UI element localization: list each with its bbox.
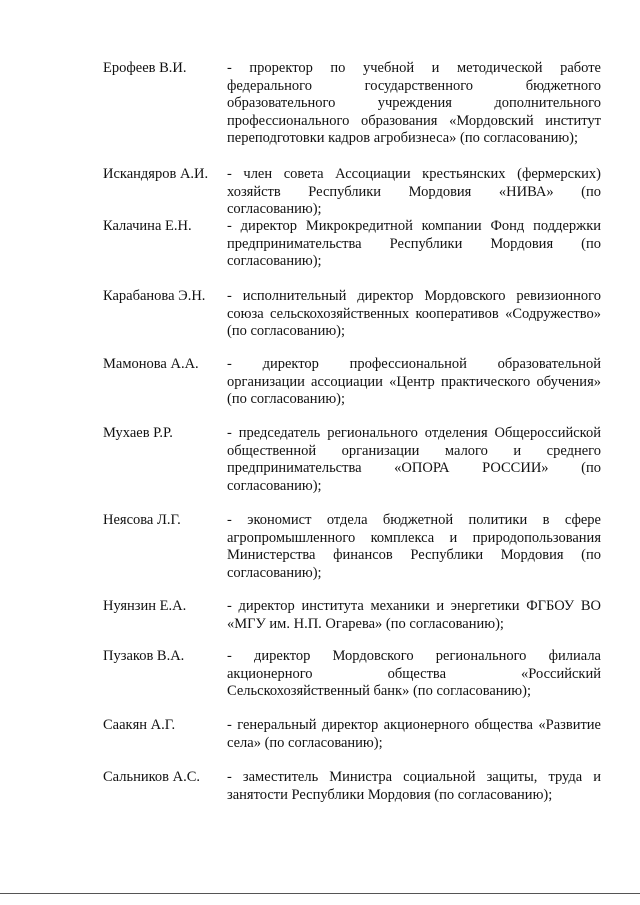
- member-name: Неясова Л.Г.: [103, 512, 181, 528]
- member-role: - исполнительный директор Мордовского ревизионного союза сельскохозяйственных кооперативов «Содружество» (по согласованию);: [227, 288, 601, 339]
- member-name: Пузаков В.А.: [103, 648, 185, 664]
- member-name: Саакян А.Г.: [103, 717, 176, 733]
- member-role: - директор Микрокредитной компании Фонд поддержки предпринимательства Республики Мордовия (по согласованию);: [227, 218, 601, 269]
- member-role: - директор института механики и энергетики ФГБОУ ВО «МГУ им. Н.П. Огарева» (по согласованию);: [227, 598, 601, 632]
- member-name: Нуянзин Е.А.: [103, 598, 187, 614]
- member-name: Искандяров А.И.: [103, 166, 209, 182]
- member-name: Калачина Е.Н.: [103, 218, 192, 234]
- member-role: - заместитель Министра социальной защиты, труда и занятости Республики Мордовия (по согласованию);: [227, 769, 601, 803]
- member-name: Карабанова Э.Н.: [103, 288, 206, 304]
- member-name: Мухаев Р.Р.: [103, 425, 173, 441]
- member-role: - проректор по учебной и методической работе федерального государственного бюджетного образовательного учреждения дополнительного профессионального образования «Мордовский институт переподготовки кадров агробизнеса» (по согласованию);: [227, 60, 601, 146]
- member-role: - генеральный директор акционерного общества «Развитие села» (по согласованию);: [227, 717, 601, 751]
- page-bottom-rule: [0, 893, 640, 894]
- member-role: - директор Мордовского регионального филиала акционерного общества «Российский Сельскохозяйственный банк» (по согласованию);: [227, 648, 601, 699]
- member-role: - председатель регионального отделения Общероссийской общественной организации малого и среднего предпринимательства «ОПОРА РОССИИ» (по согласованию);: [227, 425, 601, 494]
- member-role: - экономист отдела бюджетной политики в сфере агропромышленного комплекса и природопользования Министерства финансов Республики Мордовия (по согласованию);: [227, 512, 601, 581]
- member-role: - член совета Ассоциации крестьянских (фермерских) хозяйств Республики Мордовия «НИВА» (по согласованию);: [227, 166, 601, 217]
- member-name: Сальников А.С.: [103, 769, 201, 785]
- member-name: Мамонова А.А.: [103, 356, 199, 372]
- member-name: Ерофеев В.И.: [103, 60, 187, 76]
- member-role: - директор профессиональной образовательной организации ассоциации «Центр практического обучения» (по согласованию);: [227, 356, 601, 407]
